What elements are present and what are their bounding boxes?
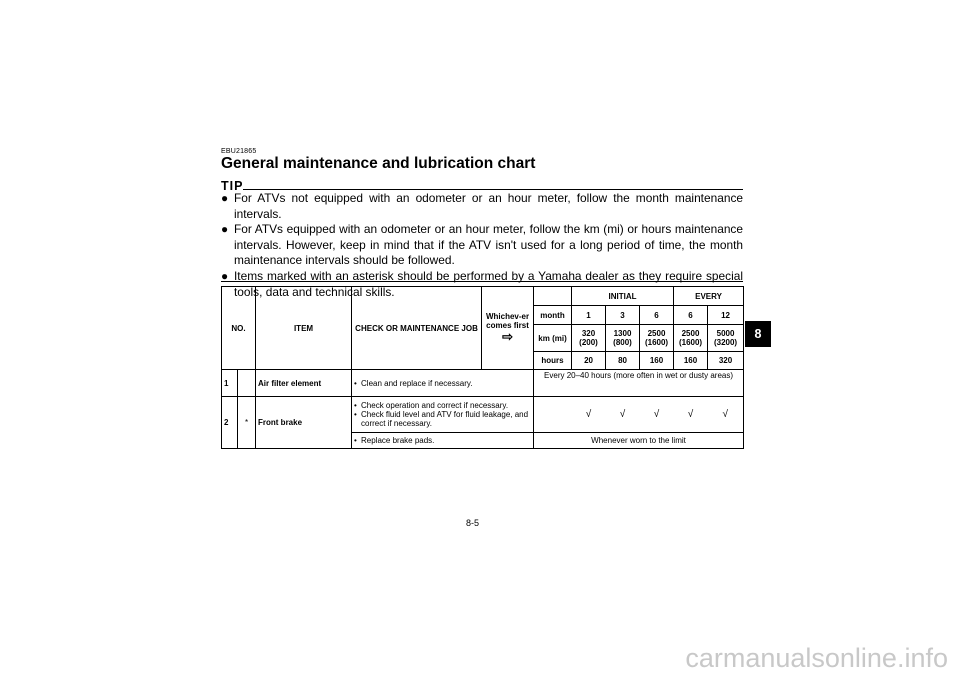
row-mark xyxy=(238,370,256,397)
month-value: 1 xyxy=(572,306,606,325)
km-label: km (mi) xyxy=(534,325,572,352)
watermark: carmanualsonline.info xyxy=(685,643,948,673)
row-job: • Replace brake pads. xyxy=(352,433,534,449)
check-icon: √ xyxy=(572,397,606,433)
row-item: Front brake xyxy=(256,397,352,449)
header-no: NO. xyxy=(222,287,256,370)
row-interval: Whenever worn to the limit xyxy=(534,433,744,449)
hours-label: hours xyxy=(534,352,572,370)
tip-item: ● For ATVs not equipped with an odometer or an hour meter, follow the month maintenance intervals. xyxy=(221,191,743,221)
row-job: • Check operation and correct if necessary. • Check fluid level and ATV for fluid leakage, and correct if necessary. xyxy=(352,397,534,433)
km-value: 5000 (3200) xyxy=(708,325,744,352)
hours-value: 80 xyxy=(606,352,640,370)
bullet-icon: ● xyxy=(221,268,229,283)
page-title: General maintenance and lubrication chart xyxy=(221,155,536,172)
tip-list xyxy=(221,191,743,300)
hours-value: 160 xyxy=(640,352,674,370)
header-initial: INITIAL xyxy=(572,287,674,306)
tip-label: TIP xyxy=(221,179,244,193)
hours-value: 160 xyxy=(674,352,708,370)
page-number: 8-5 xyxy=(466,518,480,528)
month-value: 6 xyxy=(674,306,708,325)
check-icon: √ xyxy=(674,397,708,433)
month-value: 6 xyxy=(640,306,674,325)
row-no: 1 xyxy=(222,370,238,397)
header-blank xyxy=(534,287,572,306)
header-whichever: Whichev-er comes first ⇨ xyxy=(482,287,534,370)
km-value: 320 (200) xyxy=(572,325,606,352)
km-value: 1300 (800) xyxy=(606,325,640,352)
document-code: EBU21865 xyxy=(221,148,257,155)
row-job: • Clean and replace if necessary. xyxy=(352,370,534,397)
tip-item: ● For ATVs equipped with an odometer or an hour meter, follow the km (mi) or hours maintenance intervals. However, keep in mind that if the ATV isn't used for a long period of time, the month maintenance intervals should be followed. xyxy=(221,222,743,268)
km-value: 2500 (1600) xyxy=(640,325,674,352)
check-icon: √ xyxy=(606,397,640,433)
row-blank xyxy=(534,397,572,433)
month-value: 12 xyxy=(708,306,744,325)
header-job: CHECK OR MAINTENANCE JOB xyxy=(352,287,482,370)
row-no: 2 xyxy=(222,397,238,449)
hours-value: 20 xyxy=(572,352,606,370)
arrow-right-icon: ⇨ xyxy=(502,329,513,344)
row-interval: Every 20–40 hours (more often in wet or dusty areas) xyxy=(534,370,744,397)
km-value: 2500 (1600) xyxy=(674,325,708,352)
header-row xyxy=(222,287,744,306)
check-icon: √ xyxy=(640,397,674,433)
table-row xyxy=(222,370,744,397)
maintenance-chart xyxy=(221,286,744,449)
chapter-tab: 8 xyxy=(745,321,771,347)
bullet-icon: ● xyxy=(221,191,229,205)
header-item: ITEM xyxy=(256,287,352,370)
month-value: 3 xyxy=(606,306,640,325)
tip-rule xyxy=(243,189,743,190)
row-mark: * xyxy=(238,397,256,449)
check-icon: √ xyxy=(708,397,744,433)
table-row xyxy=(222,397,744,433)
hours-value: 320 xyxy=(708,352,744,370)
tip-end-rule xyxy=(221,281,743,282)
tip-item: ● Items marked with an asterisk should be performed by a Yamaha dealer as they require special tools, data and technical skills. xyxy=(221,268,743,299)
bullet-icon: ● xyxy=(221,222,229,237)
header-every: EVERY xyxy=(674,287,744,306)
month-label: month xyxy=(534,306,572,325)
row-item: Air filter element xyxy=(256,370,352,397)
